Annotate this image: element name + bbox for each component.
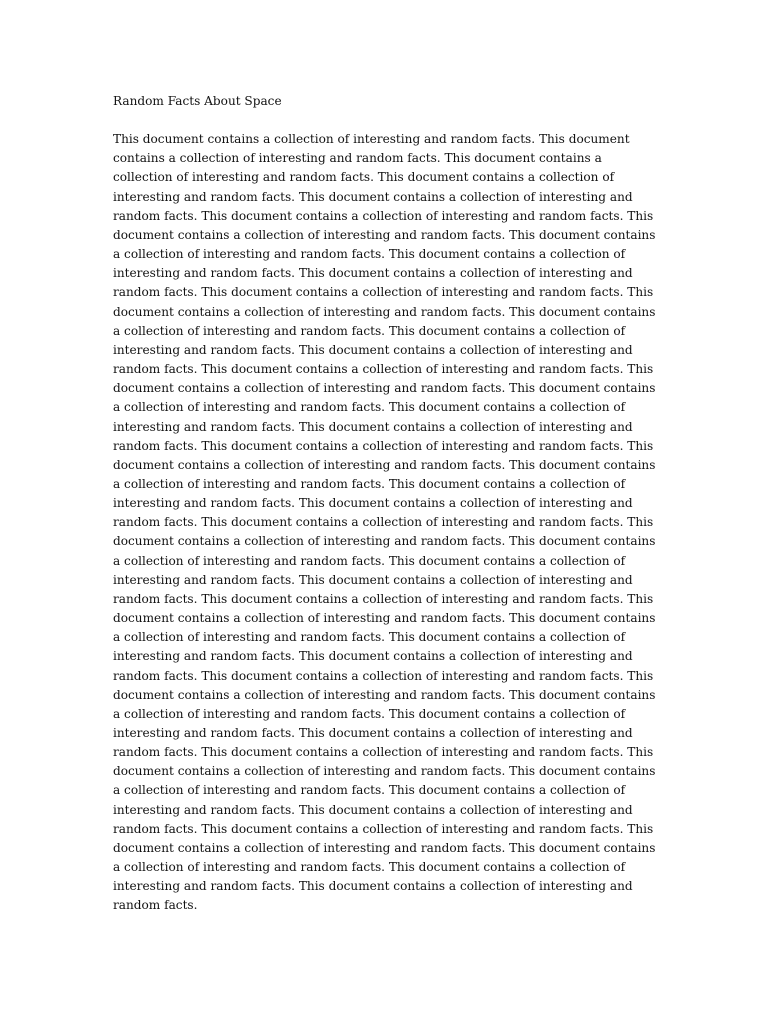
document-title: Random Facts About Space — [113, 94, 282, 108]
document-body-text: This document contains a collection of interesting and random facts. This document contains a collection of interesting and random facts. This document contains a collection of interesting and random facts. This document contains a collection of interesting and random facts. This document contains a collection of interesting and random facts. This document contains a collection of interesting and random facts. This document contains a collection of interesting and random facts. This document contains a collection of interesting and random facts. This document contains a collection of interesting and random facts. This document contains a collection of interesting and random facts. This document contains a collection of interesting and random facts. This document contains a collection of interesting and random facts. This document contains a collection of interesting and random facts. This document contains a collection of interesting and random facts. This document contains a collection of interesting and random facts. This document contains a collection of interesting and random facts. This document contains a collection of interesting and random facts. This document contains a collection of interesting and random facts. This document contains a collection of interesting and random facts. This document contains a collection of interesting and random facts. This document contains a collection of interesting and random facts. This document contains a collection of interesting and random facts. This document contains a collection of interesting and random facts. This document contains a collection of interesting and random facts. This document contains a collection of interesting and random facts. This document contains a collection of interesting and random facts. This document contains a collection of interesting and random facts. This document contains a collection of interesting and random facts. This document contains a collection of interesting and random facts. This document contains a collection of interesting and random facts. This document contains a collection of interesting and random facts. This document contains a collection of interesting and random facts. This document contains a collection of interesting and random facts. This document contains a collection of interesting and random facts. This document contains a collection of interesting and random facts. This document contains a collection of interesting and random facts. This document contains a collection of interesting and random facts. This document contains a collection of interesting and random facts. This document contains a collection of interesting and random facts. This document contains a collection of interesting and random facts. This document contains a collection of interesting and random facts. This document contains a collection of interesting and random facts. This document contains a collection of interesting and random facts. This document contains a collection of interesting and random facts. This document contains a collection of interesting and random facts. This document contains a collection of interesting and random facts. This document contains a collection of interesting and random facts. This document contains a collection of interesting and random facts. This document contains a collection of interesting and random facts. This document contains a collection of interesting and random facts. — [113, 132, 656, 913]
document-content — [113, 92, 658, 916]
